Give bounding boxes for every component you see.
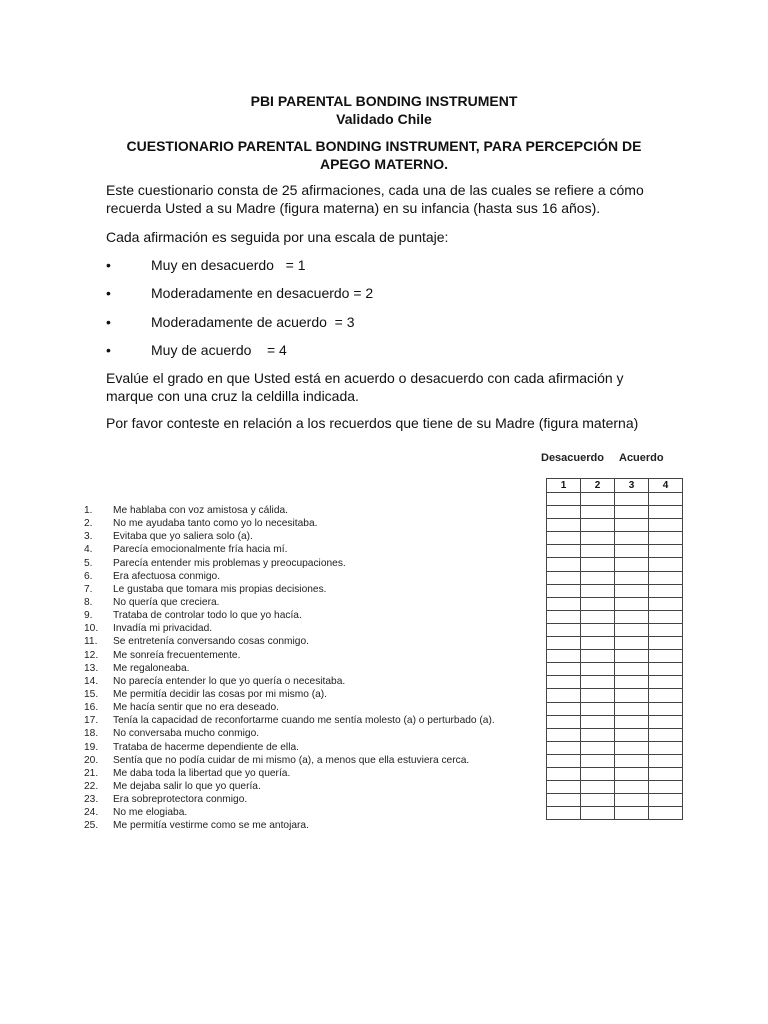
grid-row	[547, 741, 683, 754]
bullet-icon: •	[106, 314, 111, 330]
item-number: 22.	[84, 780, 99, 792]
answer-cell[interactable]	[615, 558, 649, 571]
answer-cell[interactable]	[581, 689, 615, 702]
item-text: No quería que creciera.	[113, 596, 220, 608]
item-number: 14.	[84, 675, 99, 687]
grid-row	[547, 728, 683, 741]
answer-cell[interactable]	[649, 532, 683, 545]
questionnaire-item	[84, 741, 544, 754]
answer-cell[interactable]	[547, 728, 581, 741]
grid-row	[547, 610, 683, 623]
grid-row	[547, 663, 683, 676]
item-text: Tenía la capacidad de reconfortarme cuando me sentía molesto (a) o perturbado (a).	[113, 715, 495, 727]
answer-cell[interactable]	[547, 532, 581, 545]
answer-cell[interactable]	[581, 623, 615, 636]
disagree-label: Desacuerdo	[541, 452, 604, 464]
questionnaire-item	[84, 622, 544, 635]
answer-cell[interactable]	[547, 663, 581, 676]
bullet-icon: •	[106, 285, 111, 301]
grid-column-header: 2	[581, 479, 615, 493]
instruction-line-1: Evalúe el grado en que Usted está en acuerdo o desacuerdo con cada afirmación y	[106, 370, 624, 386]
answer-cell[interactable]	[581, 650, 615, 663]
item-text: Me daba toda la libertad que yo quería.	[113, 767, 291, 779]
grid-row	[547, 558, 683, 571]
answer-cell[interactable]	[615, 689, 649, 702]
questionnaire-item	[84, 557, 544, 570]
answer-cell[interactable]	[649, 663, 683, 676]
answer-cell[interactable]	[649, 597, 683, 610]
document-subtitle: Validado Chile	[336, 111, 432, 127]
item-text: Era afectuosa conmigo.	[113, 570, 221, 582]
item-number: 19.	[84, 741, 99, 753]
questionnaire-item	[84, 570, 544, 583]
intro-paragraph	[106, 181, 666, 217]
answer-cell[interactable]	[649, 506, 683, 519]
answer-cell[interactable]	[581, 610, 615, 623]
grid-row	[547, 637, 683, 650]
item-number: 16.	[84, 702, 99, 714]
answer-cell[interactable]	[615, 663, 649, 676]
item-text: Era sobreprotectora conmigo.	[113, 794, 248, 806]
item-text: Me sonreía frecuentemente.	[113, 649, 241, 661]
answer-grid	[546, 478, 683, 820]
answer-cell[interactable]	[649, 702, 683, 715]
answer-cell[interactable]	[547, 702, 581, 715]
answer-cell[interactable]	[649, 545, 683, 558]
answer-cell[interactable]	[547, 754, 581, 767]
answer-cell[interactable]	[547, 519, 581, 532]
answer-cell[interactable]	[649, 754, 683, 767]
answer-cell[interactable]	[649, 571, 683, 584]
answer-cell[interactable]	[547, 558, 581, 571]
answer-cell[interactable]	[615, 623, 649, 636]
closing-instruction: Por favor conteste en relación a los recuerdos que tiene de su Madre (figura materna)	[106, 415, 639, 431]
grid-header-row	[547, 479, 683, 493]
answer-cell[interactable]	[615, 637, 649, 650]
agree-label: Acuerdo	[619, 452, 664, 464]
grid-row	[547, 676, 683, 689]
answer-cell[interactable]	[615, 584, 649, 597]
item-text: Trataba de hacerme dependiente de ella.	[113, 741, 299, 753]
questionnaire-item	[84, 543, 544, 556]
answer-cell[interactable]	[615, 715, 649, 728]
item-text: No conversaba mucho conmigo.	[113, 728, 260, 740]
item-number: 20.	[84, 754, 99, 766]
grid-row	[547, 584, 683, 597]
item-number: 15.	[84, 688, 99, 700]
item-text: Le gustaba que tomara mis propias decisiones.	[113, 583, 327, 595]
item-number: 25.	[84, 820, 99, 832]
answer-cell[interactable]	[581, 506, 615, 519]
heading-line-2: APEGO MATERNO.	[319, 156, 449, 172]
answer-cell[interactable]	[547, 767, 581, 780]
answer-cell[interactable]	[649, 676, 683, 689]
item-number: 13.	[84, 662, 99, 674]
questionnaire-item	[84, 649, 544, 662]
answer-cell[interactable]	[649, 623, 683, 636]
answer-cell[interactable]	[615, 702, 649, 715]
answer-cell[interactable]	[581, 663, 615, 676]
answer-cell[interactable]	[581, 728, 615, 741]
questionnaire-item	[84, 596, 544, 609]
answer-cell[interactable]	[581, 571, 615, 584]
document-title: PBI PARENTAL BONDING INSTRUMENT	[250, 93, 518, 109]
answer-cell[interactable]	[649, 689, 683, 702]
item-text: Me permitía decidir las cosas por mi mismo (a).	[113, 688, 327, 700]
answer-cell[interactable]	[581, 781, 615, 794]
answer-cell[interactable]	[615, 532, 649, 545]
grid-row	[547, 597, 683, 610]
questionnaire-item	[84, 819, 544, 832]
answer-cell[interactable]	[581, 597, 615, 610]
scale-bullet-text: Moderadamente de acuerdo = 3	[151, 314, 355, 330]
answer-cell[interactable]	[547, 597, 581, 610]
item-text: Me dejaba salir lo que yo quería.	[113, 780, 261, 792]
item-text: Invadía mi privacidad.	[113, 623, 213, 635]
answer-cell[interactable]	[615, 754, 649, 767]
grid-row	[547, 545, 683, 558]
answer-cell[interactable]	[649, 558, 683, 571]
answer-cell[interactable]	[547, 741, 581, 754]
answer-cell[interactable]	[615, 506, 649, 519]
answer-cell[interactable]	[649, 715, 683, 728]
answer-cell[interactable]	[547, 637, 581, 650]
answer-cell[interactable]	[581, 767, 615, 780]
answer-cell[interactable]	[649, 728, 683, 741]
answer-cell[interactable]	[547, 781, 581, 794]
grid-column-header: 3	[615, 479, 649, 493]
answer-cell[interactable]	[547, 650, 581, 663]
item-number: 21.	[84, 767, 99, 779]
item-text: Sentía que no podía cuidar de mi mismo (a), a menos que ella estuviera cerca.	[113, 754, 470, 766]
answer-cell[interactable]	[547, 676, 581, 689]
item-text: Me permitía vestirme como se me antojara.	[113, 820, 309, 832]
item-text: Evitaba que yo saliera solo (a).	[113, 531, 253, 543]
item-text: Trataba de controlar todo lo que yo hacía.	[113, 610, 302, 622]
questionnaire-heading	[100, 137, 668, 173]
grid-column-header: 4	[649, 479, 683, 493]
answer-cell[interactable]	[615, 781, 649, 794]
scale-bullet-text: Muy en desacuerdo = 1	[151, 257, 306, 273]
answer-cell[interactable]	[547, 715, 581, 728]
item-number: 23.	[84, 794, 99, 806]
item-number: 5.	[84, 557, 93, 569]
questionnaire-item	[84, 583, 544, 596]
questionnaire-item	[84, 754, 544, 767]
heading-line-1: CUESTIONARIO PARENTAL BONDING INSTRUMENT, PARA PERCEPCIÓN DE	[126, 138, 642, 154]
item-text: Parecía entender mis problemas y preocupaciones.	[113, 557, 346, 569]
questionnaire-item	[84, 793, 544, 806]
answer-cell[interactable]	[615, 597, 649, 610]
item-text: Parecía emocionalmente fría hacia mí.	[113, 544, 288, 556]
bullet-icon: •	[106, 257, 111, 273]
grid-row	[547, 702, 683, 715]
questionnaire-item	[84, 609, 544, 622]
scale-intro: Cada afirmación es seguida por una escala de puntaje:	[106, 229, 449, 245]
item-number: 6.	[84, 570, 93, 582]
item-text: Me hacía sentir que no era deseado.	[113, 702, 279, 714]
answer-cell[interactable]	[615, 610, 649, 623]
questionnaire-item	[84, 727, 544, 740]
grid-row	[547, 623, 683, 636]
answer-cell[interactable]	[649, 650, 683, 663]
grid-row	[547, 519, 683, 532]
answer-cell[interactable]	[547, 610, 581, 623]
answer-cell[interactable]	[615, 519, 649, 532]
instruction-paragraph	[106, 369, 666, 405]
answer-cell[interactable]	[615, 650, 649, 663]
answer-cell[interactable]	[649, 807, 683, 820]
answer-cell[interactable]	[581, 637, 615, 650]
answer-cell[interactable]	[615, 741, 649, 754]
answer-cell[interactable]	[581, 807, 615, 820]
grid-row	[547, 506, 683, 519]
grid-column-header: 1	[547, 479, 581, 493]
answer-cell[interactable]	[581, 702, 615, 715]
item-text: No parecía entender lo que yo quería o necesitaba.	[113, 675, 346, 687]
questionnaire-item	[84, 780, 544, 793]
item-number: 4.	[84, 544, 93, 556]
answer-cell[interactable]	[649, 794, 683, 807]
answer-cell[interactable]	[615, 807, 649, 820]
answer-cell[interactable]	[649, 519, 683, 532]
answer-cell[interactable]	[615, 571, 649, 584]
answer-cell[interactable]	[615, 545, 649, 558]
answer-cell[interactable]	[581, 584, 615, 597]
item-text: No me elogiaba.	[113, 807, 188, 819]
answer-cell[interactable]	[547, 493, 581, 506]
grid-row	[547, 781, 683, 794]
scale-bullet-text: Moderadamente en desacuerdo = 2	[151, 285, 374, 301]
item-number: 12.	[84, 649, 99, 661]
questionnaire-item	[84, 714, 544, 727]
questionnaire-item	[84, 635, 544, 648]
answer-cell[interactable]	[615, 676, 649, 689]
grid-row	[547, 754, 683, 767]
item-number: 24.	[84, 807, 99, 819]
item-number: 10.	[84, 623, 99, 635]
grid-row	[547, 794, 683, 807]
answer-cell[interactable]	[581, 558, 615, 571]
item-text: Me hablaba con voz amistosa y cálida.	[113, 505, 288, 516]
answer-cell[interactable]	[615, 767, 649, 780]
grid-row	[547, 650, 683, 663]
answer-cell[interactable]	[615, 728, 649, 741]
item-number: 3.	[84, 531, 93, 543]
answer-cell[interactable]	[547, 689, 581, 702]
answer-cell[interactable]	[649, 781, 683, 794]
answer-cell[interactable]	[581, 545, 615, 558]
instruction-line-2: marque con una cruz la celdilla indicada.	[106, 388, 359, 404]
answer-cell[interactable]	[649, 610, 683, 623]
answer-cell[interactable]	[581, 754, 615, 767]
answer-cell[interactable]	[547, 794, 581, 807]
questionnaire-item	[84, 806, 544, 819]
questionnaire-item	[84, 504, 544, 517]
answer-cell[interactable]	[649, 493, 683, 506]
answer-cell[interactable]	[581, 676, 615, 689]
grid-row	[547, 807, 683, 820]
answer-cell[interactable]	[649, 741, 683, 754]
questionnaire-item	[84, 662, 544, 675]
item-number: 7.	[84, 583, 93, 595]
questionnaire-items	[84, 504, 544, 833]
answer-cell[interactable]	[581, 493, 615, 506]
bullet-icon: •	[106, 342, 111, 358]
answer-cell[interactable]	[649, 584, 683, 597]
intro-line-2: recuerda Usted a su Madre (figura materna) en su infancia (hasta sus 16 años).	[106, 200, 601, 216]
questionnaire-item	[84, 767, 544, 780]
answer-cell[interactable]	[547, 807, 581, 820]
answer-cell[interactable]	[615, 493, 649, 506]
answer-cell[interactable]	[547, 623, 581, 636]
questionnaire-item	[84, 688, 544, 701]
answer-cell[interactable]	[581, 715, 615, 728]
answer-cell[interactable]	[581, 794, 615, 807]
answer-cell[interactable]	[547, 584, 581, 597]
grid-row	[547, 689, 683, 702]
item-number: 17.	[84, 715, 99, 727]
questionnaire-item	[84, 517, 544, 530]
grid-row	[547, 493, 683, 506]
answer-cell[interactable]	[649, 767, 683, 780]
questionnaire-item	[84, 675, 544, 688]
item-number: 11.	[84, 636, 98, 648]
grid-row	[547, 571, 683, 584]
questionnaire-item	[84, 701, 544, 714]
item-number: 8.	[84, 596, 93, 608]
intro-line-1: Este cuestionario consta de 25 afirmaciones, cada una de las cuales se refiere a cómo	[106, 182, 644, 198]
answer-cell[interactable]	[547, 506, 581, 519]
item-text: Se entretenía conversando cosas conmigo.	[113, 636, 309, 648]
item-number: 18.	[84, 728, 99, 740]
scale-bullet-text: Muy de acuerdo = 4	[151, 342, 287, 358]
answer-cell[interactable]	[581, 741, 615, 754]
item-text: Me regaloneaba.	[113, 662, 190, 674]
item-text: No me ayudaba tanto como yo lo necesitaba.	[113, 518, 318, 530]
answer-cell[interactable]	[547, 545, 581, 558]
grid-row	[547, 715, 683, 728]
answer-cell[interactable]	[547, 571, 581, 584]
item-number: 9.	[84, 610, 93, 622]
grid-row	[547, 767, 683, 780]
item-number: 1.	[84, 505, 93, 516]
answer-cell[interactable]	[581, 532, 615, 545]
answer-cell[interactable]	[615, 794, 649, 807]
grid-row	[547, 532, 683, 545]
answer-cell[interactable]	[581, 519, 615, 532]
answer-cell[interactable]	[649, 637, 683, 650]
item-number: 2.	[84, 518, 93, 530]
questionnaire-item	[84, 530, 544, 543]
